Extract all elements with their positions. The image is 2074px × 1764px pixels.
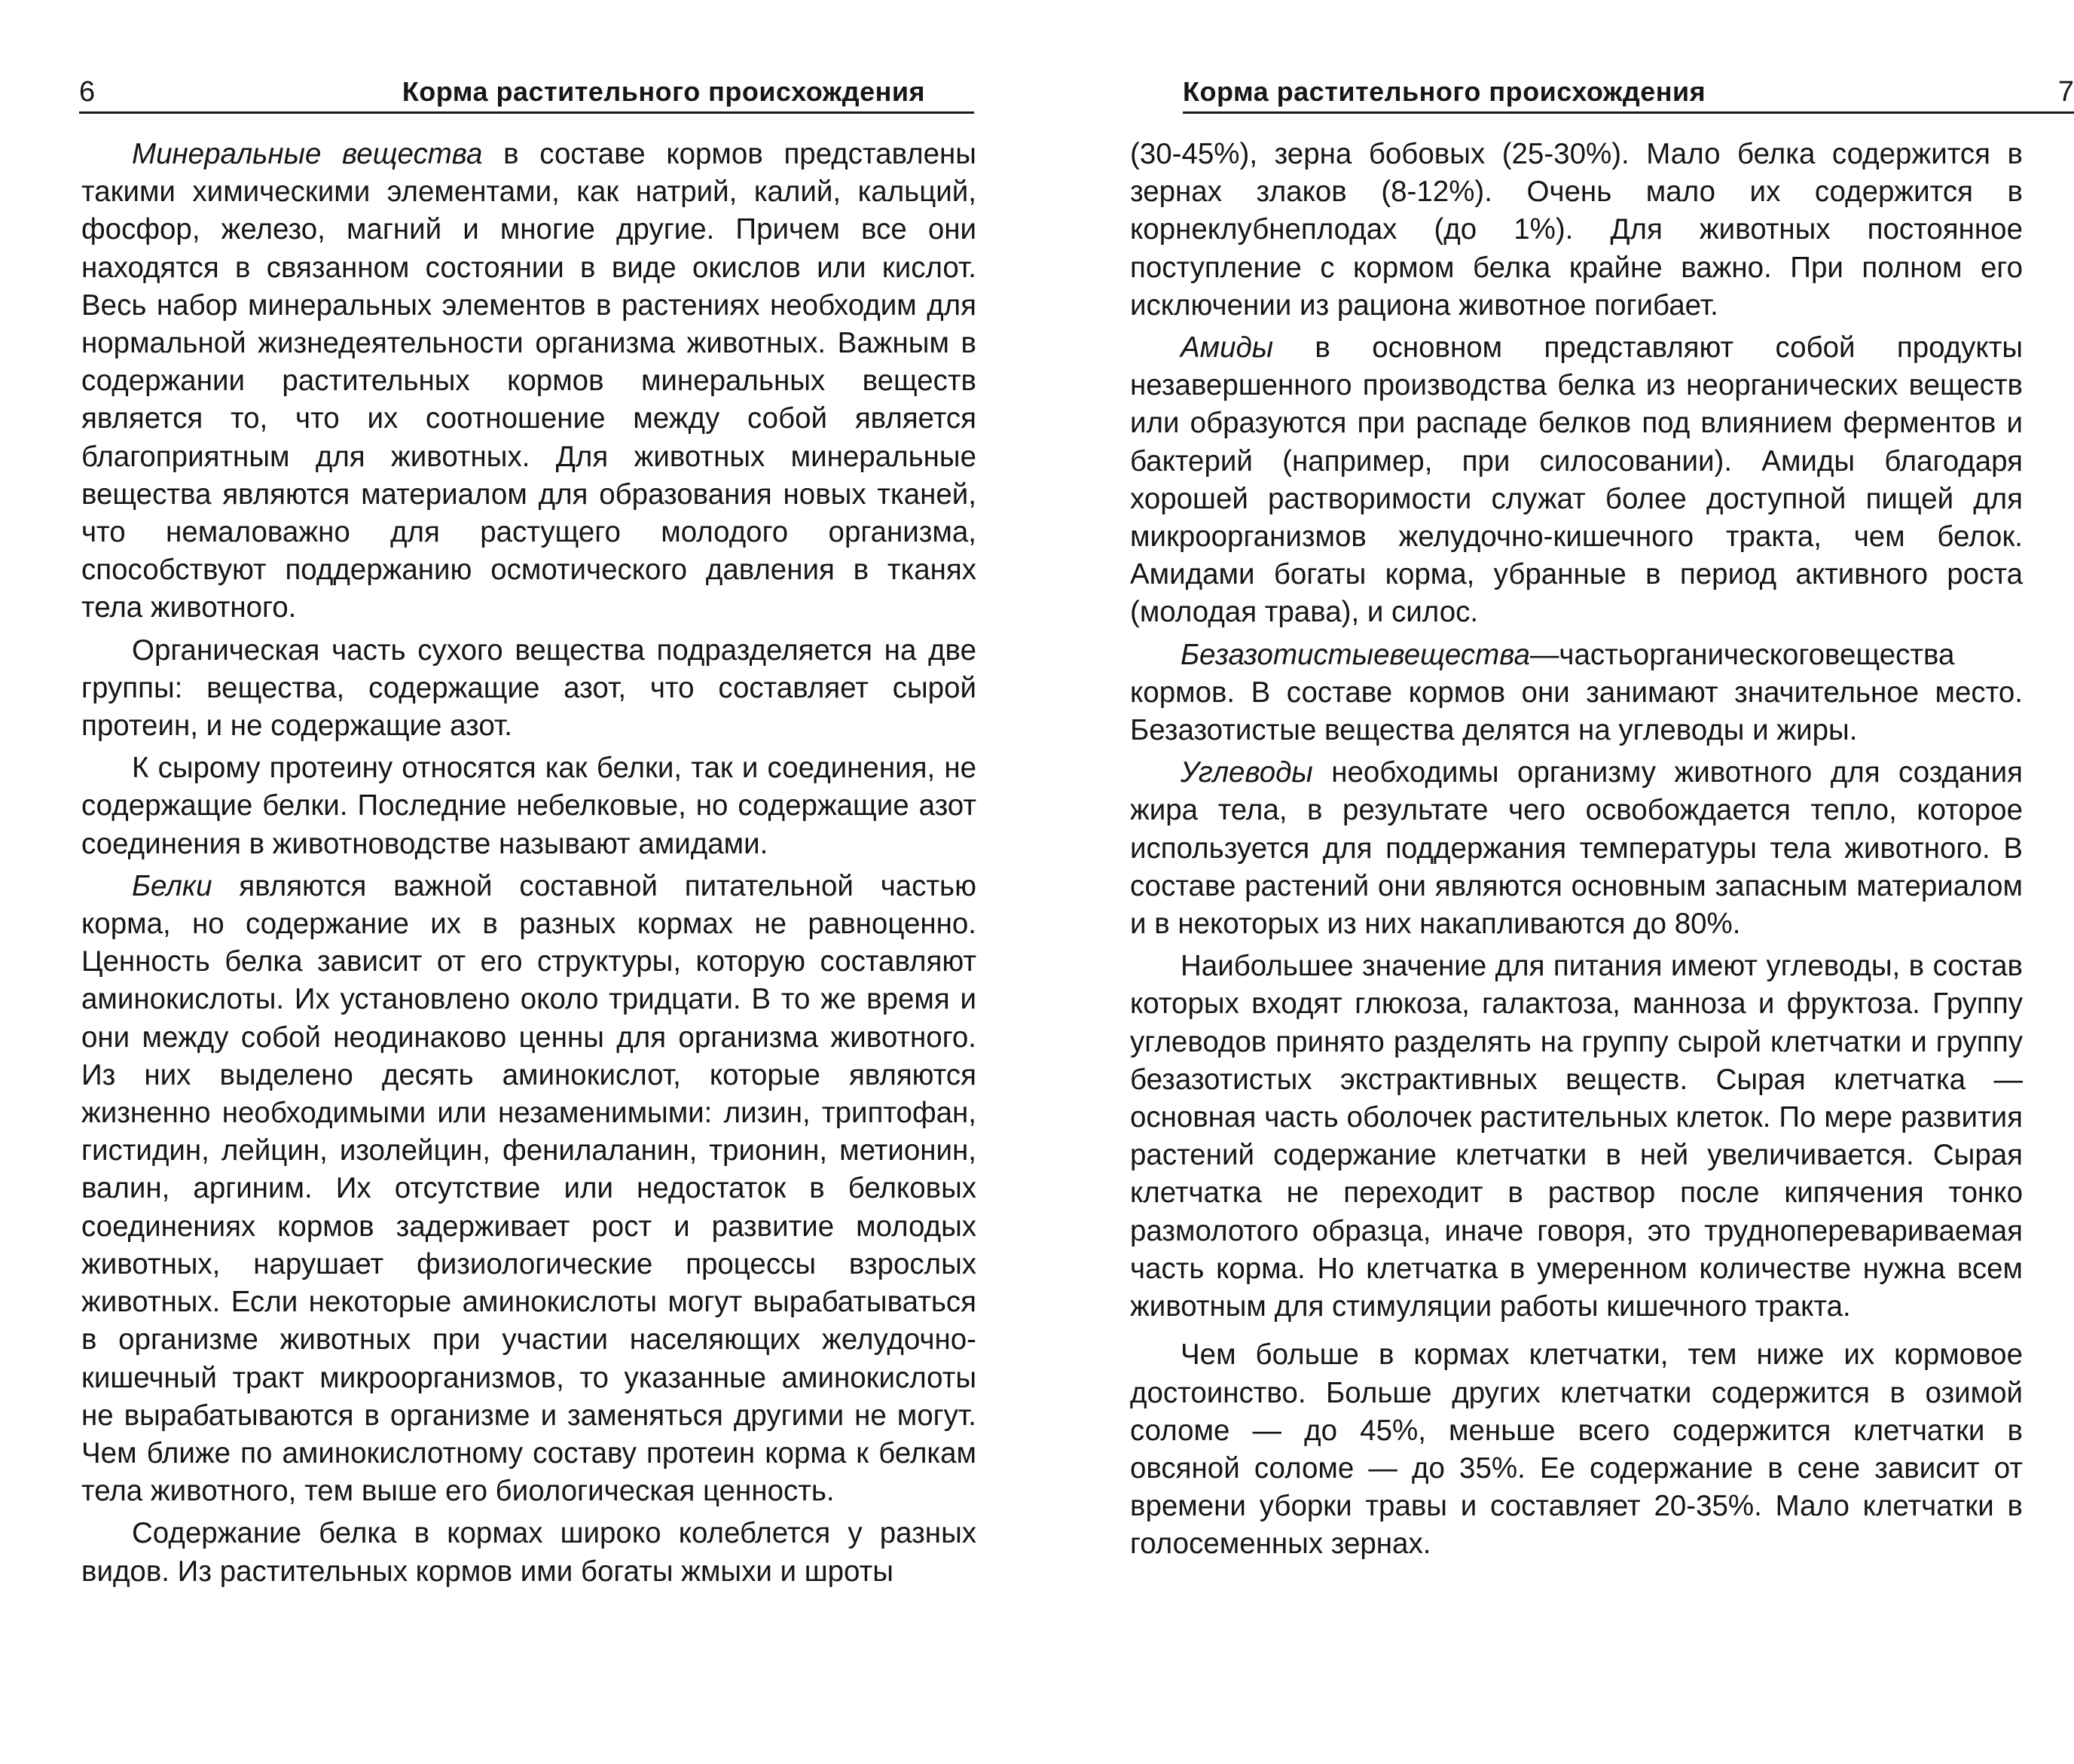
left-page-running-title: Корма растительного происхождения (402, 76, 925, 107)
right-page-number: 7 (2057, 76, 2074, 108)
right-page (1036, 0, 2072, 1764)
paragraph-carbohydrate-groups (1130, 948, 2023, 1326)
paragraph-text: К сырому протеину относятся как белки, так и соединения, не содержащие белки. Последние небелковые, но содержащие азот соединения в животноводстве называют амидами. (81, 752, 976, 860)
left-page-number: 6 (79, 76, 96, 108)
paragraph-text: в основном представляют собой продукты незавершенного производства белка из неорганических веществ или образуются при распаде белков под влиянием ферментов и бактерий (например, при силосовании). Амиды благодаря хорошей растворимости служат более доступной пищей для микроорганизмов желудочно-кишечного тракта, чем белок. Амидами богаты корма, убранные в период активного роста (молодая трава), и силос. (1130, 331, 2023, 629)
paragraph-proteins (81, 868, 976, 1510)
left-page (0, 0, 1036, 1764)
paragraph-crude-protein (81, 749, 976, 863)
paragraph-fiber-content (1130, 1336, 2023, 1563)
paragraph-text: в составе кормов представлены такими химическими элементами, как натрий, калий, кальций, фосфор, железо, магний и многие другие. Причем все они находятся в связанном состоянии в виде окислов или кислот. Весь набор минеральных элементов в растениях необходим для нормальной жизнедеятельности организма животных. Важным в содержании растительных кормов минеральных веществ является то, что их соотношение между собой является благоприятным для животных. Для животных минеральные вещества являются материалом для образования новых тканей, что немаловажно для растущего молодого организма, способствуют поддержанию осмотического давления в тканях тела животного. (81, 138, 976, 624)
right-page-header (1183, 72, 2074, 114)
term-carbohydrates: Углеводы (1181, 756, 1313, 789)
paragraph-text: необходимы организму животного для создания жира тела, в результате чего освобождается тепло, которое используется для поддержания температуры тела животного. В составе растений они являются основным запасным материалом и в некоторых из них накапливаются до 80%. (1130, 756, 2023, 941)
paragraph-amides (1130, 329, 2023, 632)
term-proteins: Белки (132, 869, 212, 902)
paragraph-text: Органическая часть сухого вещества подразделяется на две группы: вещества, содержащие азот, что составляет сырой протеин, и не содержащие азот. (81, 633, 976, 743)
term-nitrogen-free-substances: Безазотистыевещества (1181, 638, 1530, 671)
right-page-running-title: Корма растительного происхождения (1183, 76, 1706, 107)
paragraph-organic-part (81, 632, 976, 746)
paragraph-text: являются важной составной питательной частью корма, но содержание их в разных кормах не равноценно. Ценность белка зависит от его структуры, которую составляют аминокислоты. Их установлено около тридцати. В то же время и они между собой неодинаково ценны для организма животного. Из них выделено десять аминокислот, которые являются жизненно необходимыми или незаменимыми: лизин, триптофан, гистидин, лейцин, изолейцин, фенилаланин, трионин, метионин, валин, аргиним. Их отсутствие или недостаток в белковых соединениях кормов задерживает рост и развитие молодых животных, нарушает физиологические процессы взрослых животных. Если некоторые аминокислоты могут вырабатываться в организме животных при участии населяющих желудочно-кишечный тракт микроорганизмов, то указанные аминокислоты не вырабатываются в организме и заменяться другими не могут. Чем ближе по аминокислотному составу протеин корма к белкам тела животного, тем выше его биологическая ценность. (81, 869, 976, 1508)
paragraph-protein-content (81, 1515, 976, 1590)
paragraph-nitrogen-free-substances (1130, 636, 2023, 750)
right-page-body (1130, 136, 2023, 1564)
paragraph-text: Содержание белка в кормах широко колеблется у разных видов. Из растительных кормов ими богаты жмыхи и шроты (81, 1517, 976, 1588)
left-page-body (81, 136, 976, 1591)
paragraph-text: Наибольшее значение для питания имеют углеводы, в состав которых входят глюкоза, галактоза, манноза и фруктоза. Группу углеводов принято разделять на группу сырой клетчатки и группу безазотистых экстрактивных веществ. Сырая клетчатка — основная часть оболочек растительных клеток. По мере развития растений содержание клетчатки в ней увеличивается. Сырая клетчатка не переходит в раствор после кипячения тонко размолотого образца, иначе говоря, это трудноперевариваемая часть корма. Но клетчатка в умеренном количестве нужна всем животным для стимуляции работы кишечного тракта. (1130, 950, 2023, 1323)
paragraph-mineral-substances (81, 136, 976, 627)
paragraph-text: Чем больше в кормах клетчатки, тем ниже их кормовое достоинство. Больше других клетчатки содержится в озимой соломе — до 45%, меньше всего содержится клетчатки в овсяной соломе — до 35%. Ее содержание в сене зависит от времени уборки травы и составляет 20-35%. Мало клетчатки в голосеменных зернах. (1130, 1338, 2023, 1561)
left-page-header (79, 72, 974, 114)
paragraph-protein-continued (1130, 136, 2023, 325)
term-amides: Амиды (1181, 331, 1274, 365)
paragraph-text: —частьорганическоговещества кормов. В составе кормов они занимают значительное место. Безазотистые вещества делятся на углеводы и жиры. (1130, 638, 2023, 747)
term-mineral-substances: Минеральные вещества (132, 138, 483, 170)
paragraph-text: (30-45%), зерна бобовых (25-30%). Мало белка содержится в зернах злаков (8-12%). Очень мало их содержится в корнеклубнеплодах (до 1%). Для животных постоянное поступление с кормом белка крайне важно. При полном его исключении из рациона животное погибает. (1130, 138, 2023, 322)
paragraph-carbohydrates (1130, 754, 2023, 943)
